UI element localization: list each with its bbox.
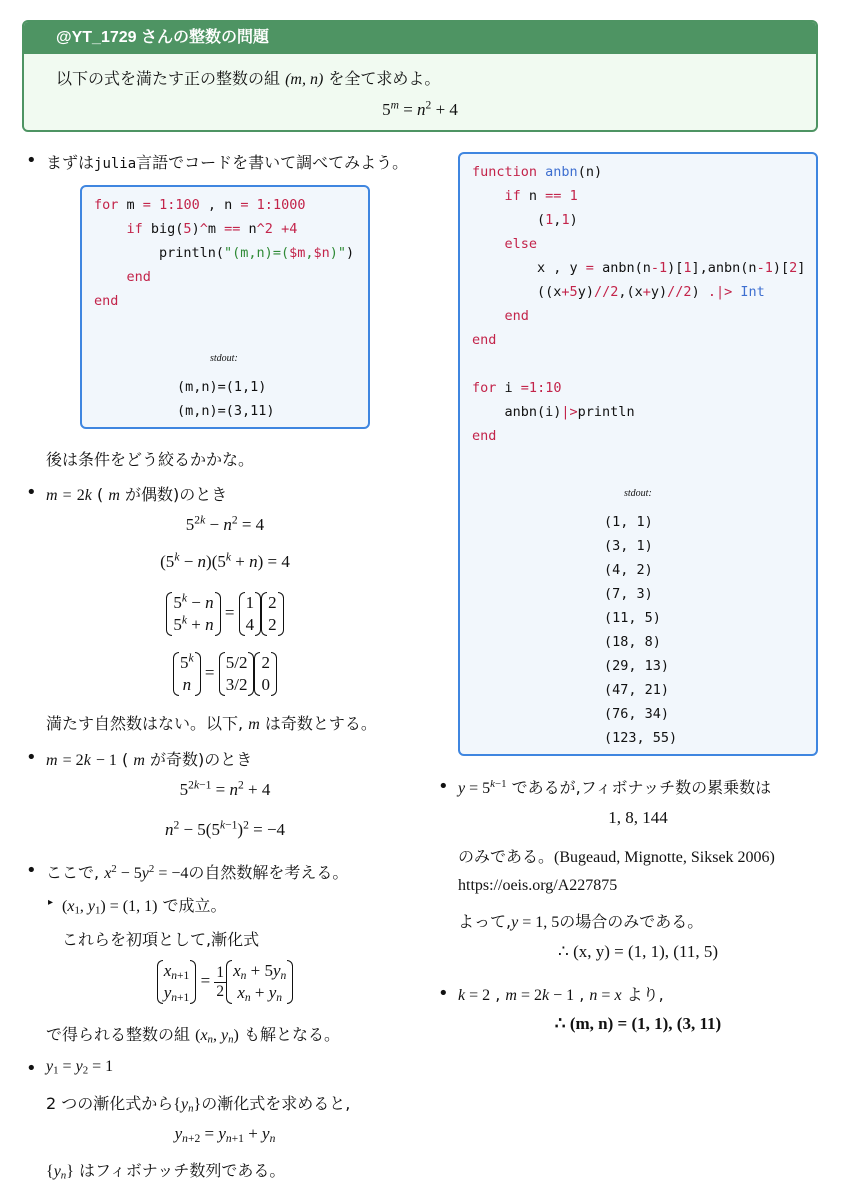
stdout-label: stdout: — [210, 353, 238, 364]
stdout-line: (7, 3) — [604, 586, 653, 602]
problem-statement: 以下の式を満たす正の整数の組 (m, n) を全て求めよ。 — [56, 69, 441, 88]
narrow-text: 後は条件をどう絞るかかな。 — [46, 450, 255, 469]
stdout-line: (m,n)=(3,11) — [177, 403, 275, 419]
intro-text: まずはjulia言語でコードを書いて調べてみよう。 — [46, 153, 409, 172]
anbn-code-block: function anbn(n) if n == 1 (1,1) else x , y = anbn(n-1)[1],anbn(n-1)[2] ((x+5y)//2,(x+y)//2) .|> Int end end for i =1:10 anbn(i)|>println end stdout: (1, 1) (3, 1) (4, 2) (7, 3) (11, 5) (18, 8) (29, 13) (47, 21) (76, 34) (123, 55) — [458, 152, 818, 756]
odd-eq-2: $n^2 - 5(5^{k-1})^2 = -4$ — [164, 818, 286, 839]
fib-text: $\{y_n\}$ はフィボナッチ数列である。 — [46, 1161, 286, 1182]
triangle-bullet: ▸ — [48, 897, 54, 908]
stdout-line: (m,n)=(1,1) — [177, 379, 267, 395]
even-eq-3: $5^k - n$ $5^k + n$ = 1 4 2 2 — [0, 592, 450, 636]
base-solution: ($x_1$, $y_1) = (1$, 1) で成立。 — [62, 896, 227, 917]
even-eq-2: $(5^k - n)(5^k + n) = 4$ — [160, 550, 290, 571]
problem-box — [22, 20, 818, 132]
recurrence-eq: $x_{n+1}$ $y_{n+1}$ = $\frac{1}{2}$ $x_n + 5y_n$ $x_n + y_n$ — [0, 960, 450, 1004]
fib-recurrence: $y_{n+2} = y_{n+1} + y_n$ — [174, 1124, 276, 1145]
combine-text: 2 つの漸化式から$\{y_n\}$の漸化式を求めると, — [46, 1094, 351, 1115]
stdout-line: (3, 1) — [604, 538, 653, 554]
stdout-line: (18, 8) — [604, 634, 661, 650]
odd-case-heading: m = 2k − 1 ( m が奇数)のとき — [46, 750, 253, 769]
bullet: • — [438, 983, 449, 1004]
only-text: のみである。(Bugeaud, Mignotte, Siksek 2006) — [458, 847, 775, 866]
bullet: • — [26, 1058, 37, 1079]
stdout-label: stdout: — [624, 488, 652, 499]
stdout-line: (4, 2) — [604, 562, 653, 578]
even-eq-4: 5$^k$ n = 5/2 3/2 2 0 — [0, 652, 450, 696]
problem-title: @YT_1729 さんの整数の問題 — [24, 22, 816, 54]
fib-powers: 1, 8, 144 — [608, 808, 668, 827]
search-code-block: for m = 1:100 , n = 1:1000 if big(5)^m == n^2 +4 println("(m,n)=($m,$n)") end end stdout: (m,n)=(1,1) (m,n)=(3,11) — [80, 185, 370, 429]
xy-result: ∴ (x, y) = (1, 1), (11, 5) — [558, 942, 718, 961]
stdout-line: (11, 5) — [604, 610, 661, 626]
y-initial: $y_1 = y_2 = 1$ — [46, 1058, 114, 1077]
even-eq-1: $5^{2k} - n^2 = 4$ — [185, 513, 265, 534]
bullet: • — [26, 482, 37, 503]
even-case-heading: m = 2k ( m が偶数)のとき — [46, 485, 228, 504]
stdout-line: (76, 34) — [604, 706, 670, 722]
problem-equation: $5^m = n^2 + 4$ — [382, 98, 458, 119]
bullet: • — [26, 860, 37, 881]
final-answer: ∴ (m, n) = (1, 1), (3, 11) — [554, 1014, 722, 1033]
stdout-line: (1, 1) — [604, 514, 653, 530]
stdout-line: (123, 55) — [604, 730, 678, 746]
bullet: • — [26, 747, 37, 768]
pell-text: ここで, $x^2 - 5y^2 = -4$の自然数解を考える。 — [46, 863, 349, 882]
stdout-line: (29, 13) — [604, 658, 670, 674]
final-substitution: k = 2 , m = 2k − 1 , n = x より, — [458, 985, 664, 1004]
odd-eq-1: $5^{2k-1} = n^2 + 4$ — [179, 778, 271, 799]
y-power-text: $y = 5^{k-1}$ であるが,フィボナッチ数の累乗数は — [458, 778, 772, 797]
recurrence-intro: これらを初項として,漸化式 — [62, 930, 260, 949]
stdout-line: (47, 21) — [604, 682, 670, 698]
oeis-link[interactable]: https://oeis.org/A227875 — [458, 877, 618, 894]
recurrence-after: で得られる整数の組 ($x_n$, $y_n$) も解となる。 — [46, 1025, 340, 1046]
bullet: • — [438, 776, 449, 797]
no-solution-text: 満たす自然数はない。以下, m は奇数とする。 — [46, 714, 377, 733]
hence-text: よって,y = 1, 5の場合のみである。 — [458, 912, 704, 931]
bullet: • — [26, 150, 37, 171]
